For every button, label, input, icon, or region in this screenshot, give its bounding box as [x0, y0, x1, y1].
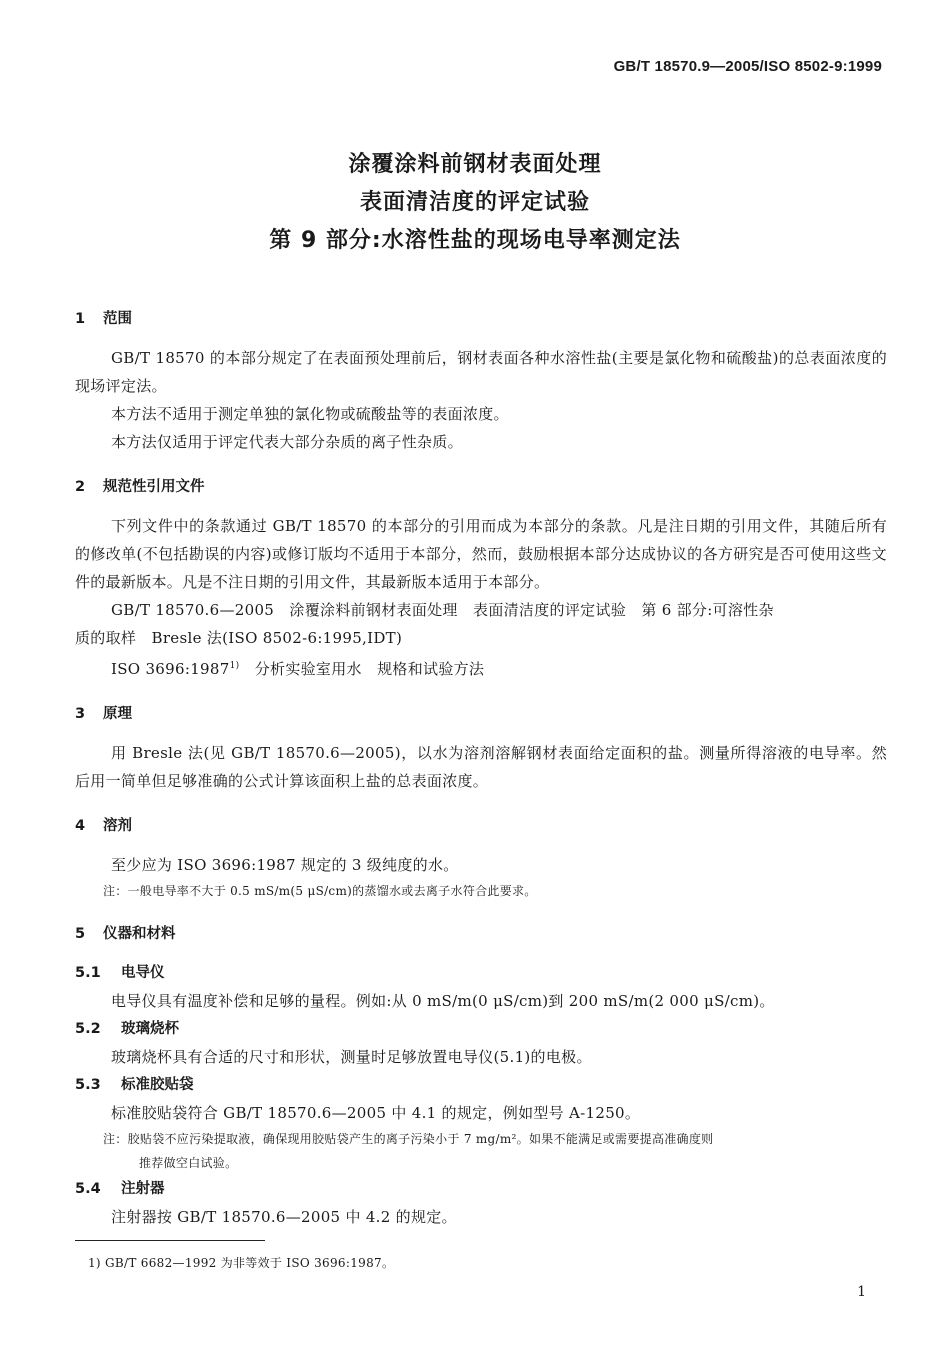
section-1-paragraph: 本方法不适用于测定单独的氯化物或硫酸盐等的表面浓度。	[111, 405, 509, 423]
section-2-heading	[75, 476, 887, 498]
section-4-paragraph: 至少应为 ISO 3696:1987 规定的 3 级纯度的水。	[111, 856, 459, 874]
normative-reference-2	[75, 652, 887, 683]
section-5-heading	[75, 923, 887, 945]
section-2-paragraph: 下列文件中的条款通过 GB/T 18570 的本部分的引用而成为本部分的条款。凡是注日期的引用文件，其随后所有的修改单(不包括勘误的内容)或修订版均不适用于本部分，然而，鼓励根据本部分达成协议的各方研究是否可使用这些文件的最新版本。凡是不注日期的引用文件，其最新版本适用于本部分。	[75, 517, 887, 591]
section-number: 3	[75, 706, 86, 722]
subsection-5-3-paragraph: 标准胶贴袋符合 GB/T 18570.6—2005 中 4.1 的规定，例如型号 A-1250。	[111, 1104, 641, 1122]
normative-reference-1-continued: 质的取样 Bresle 法(ISO 8502-6:1995,IDT)	[75, 629, 403, 647]
section-title: 范围	[103, 311, 132, 327]
document-title	[0, 146, 950, 260]
subsection-number: 5.2	[75, 1021, 101, 1037]
subsection-number: 5.4	[75, 1181, 101, 1197]
section-4-heading	[75, 815, 887, 837]
subsection-number: 5.1	[75, 965, 101, 981]
footnote: 1) GB/T 6682—1992 为非等效于 ISO 3696:1987。	[88, 1256, 395, 1270]
subsection-title: 玻璃烧杯	[121, 1021, 179, 1037]
section-1-heading	[75, 308, 887, 330]
subsection-title: 电导仪	[121, 965, 165, 981]
section-title: 原理	[103, 706, 132, 722]
section-1-paragraph: 本方法仅适用于评定代表大部分杂质的离子性杂质。	[111, 433, 463, 451]
section-1-paragraph: GB/T 18570 的本部分规定了在表面预处理前后，钢材表面各种水溶性盐(主要是氯化物和硫酸盐)的总表面浓度的现场评定法。	[75, 349, 887, 395]
subsection-5-2-heading	[75, 1015, 887, 1043]
subsection-number: 5.3	[75, 1077, 101, 1093]
title-line-2: 表面清洁度的评定试验	[359, 190, 590, 215]
footnote-divider	[75, 1240, 265, 1241]
section-4-note: 注：一般电导率不大于 0.5 mS/m(5 μS/cm)的蒸馏水或去离子水符合此要求。	[103, 884, 537, 898]
section-3-heading	[75, 703, 887, 725]
section-number: 5	[75, 926, 86, 942]
section-number: 4	[75, 818, 86, 834]
title-line-3: 第 9 部分:水溶性盐的现场电导率测定法	[269, 228, 681, 253]
section-title: 溶剂	[103, 818, 132, 834]
section-number: 2	[75, 479, 86, 495]
subsection-5-1-paragraph: 电导仪具有温度补偿和足够的量程。例如:从 0 mS/m(0 μS/cm)到 200 mS/m(2 000 μS/cm)。	[111, 992, 775, 1010]
standard-code: GB/T 18570.9—2005/ISO 8502-9:1999	[613, 58, 882, 75]
reference-title: 分析实验室用水 规格和试验方法	[239, 660, 485, 678]
subsection-5-4-heading	[75, 1175, 887, 1203]
reference-code: ISO 3696:1987	[111, 660, 230, 678]
subsection-5-3-note-continued: 推荐做空白试验。	[139, 1156, 238, 1170]
section-title: 规范性引用文件	[103, 479, 205, 495]
footnote-marker: 1)	[229, 661, 240, 671]
subsection-5-1-heading	[75, 959, 887, 987]
subsection-5-3-heading	[75, 1071, 887, 1099]
normative-reference-1: GB/T 18570.6—2005 涂覆涂料前钢材表面处理 表面清洁度的评定试验 第 6 部分:可溶性杂	[111, 601, 774, 619]
subsection-5-4-paragraph: 注射器按 GB/T 18570.6—2005 中 4.2 的规定。	[111, 1208, 457, 1226]
page-number: 1	[857, 1284, 866, 1300]
subsection-5-3-note: 注：胶贴袋不应污染提取液，确保现用胶贴袋产生的离子污染小于 7 mg/m²。如果不能满足或需要提高准确度则	[103, 1132, 714, 1146]
title-line-1: 涂覆涂料前钢材表面处理	[348, 152, 602, 177]
section-3-paragraph: 用 Bresle 法(见 GB/T 18570.6—2005)，以水为溶剂溶解钢材表面给定面积的盐。测量所得溶液的电导率。然后用一简单但足够准确的公式计算该面积上盐的总表面浓度。	[75, 744, 887, 790]
subsection-title: 标准胶贴袋	[121, 1077, 194, 1093]
section-title: 仪器和材料	[103, 926, 176, 942]
subsection-title: 注射器	[121, 1181, 165, 1197]
section-number: 1	[75, 311, 86, 327]
document-body	[75, 308, 887, 1231]
subsection-5-2-paragraph: 玻璃烧杯具有合适的尺寸和形状，测量时足够放置电导仪(5.1)的电极。	[111, 1048, 592, 1066]
